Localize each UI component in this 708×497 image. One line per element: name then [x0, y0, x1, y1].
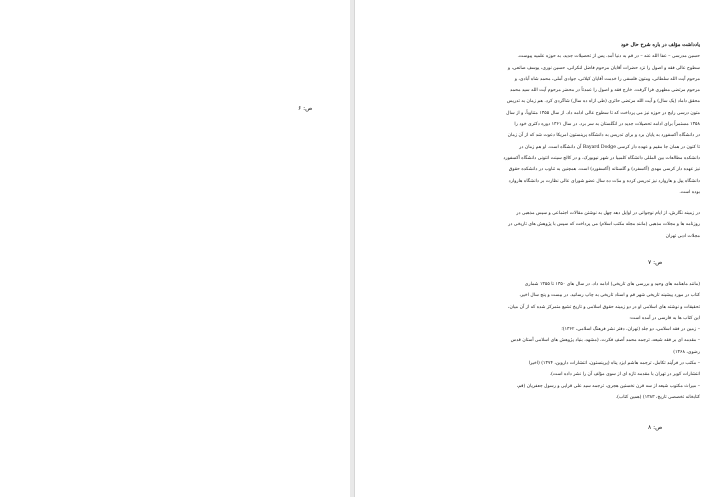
text-line: مرحوم مرتضی مطهری فرا گرفت. خارج فقه و اصول را عمدتاً در محضر مرحوم آیت الله سید محمد [510, 88, 700, 94]
text-line: روزنامه ها و مجلات مذهبی (مانند مجله مکتب اسلام) می پرداخت که سپس با پژوهش های تاریخی در [508, 222, 700, 228]
text-line: تحقیقات و نوشته های اسلامی او در دو زمینه حقوق اسلامی و تاریخ تشیع متمرکز شده که از آن میان، [508, 304, 700, 310]
text-line: – مکتب در فرآیند تکامل، ترجمه هاشم ایزد پناه (پرینستون، انتشارات داروین، ۱۳۷۴) (اخیرا [528, 361, 700, 367]
section-heading: یادداشت مؤلف در باره شرح حال خود [620, 42, 700, 48]
text-line: – میراث مکتوب شیعه از سه قرن نخستین هجری، ترجمه سید علی قرایی و رسول جعفریان (قم، [516, 383, 700, 389]
text-line: متون درسی رایج در حوزه نیز می پرداخت که تا سطوح عالی ادامه داد. از سال ۱۳۵۵ متناوباً، و از سال [506, 110, 700, 116]
text-line: رضوی، ۱۳۶۸) [673, 349, 700, 355]
left-page [0, 0, 351, 497]
text-line: نیز عهده دار کرسی مهدی (آکسفرد) و گلستانه (آکسفورد) است. همچنین به تناوب در دانشکده حقوق [508, 167, 700, 173]
text-line: این کتاب ها به فارسی در آمده است: [629, 315, 700, 321]
text-line: دانشگاه ییل و هاروارد نیز تدریس کرده و مدّت ده سال عضو شورای عالی نظارت بر دانشگاه هاروارد [508, 178, 700, 184]
text-line: کتاب در مورد پیشینه تاریخی شهر قم و اسناد تاریخی به چاپ رسانید. در بیست و پنج سال اخیر، [519, 293, 700, 299]
text-line: بوده است. [679, 189, 700, 195]
text-line: مرحوم آیت الله سلطانی، ومتون فلسفی را خدمت آقایان کیلانی، جوادی آملی، محمد شاه آبادی، و [514, 76, 700, 82]
text-line: – زمین در فقه اسلامی، دو جلد (تهران، دفتر نشر فرهنگ اسلامی، ۱۳۶۲)؛ [561, 327, 700, 333]
text-line: مجلات ادبی تهران [665, 233, 700, 239]
text-line: دانشکده مطالعات بین المللی دانشگاه کلمبیا در شهر نیویورک، و در کالج سینت انتونی دانشگاه آکسفورد [503, 155, 700, 161]
text-line: تا کنون در همان جا مقیم و عهده دار کرسی Bayard Dodge آن دانشگاه است. او هم زمان در [519, 144, 700, 150]
text-line: (مانند ماهنامه های وحید و بررسی های تاریخی) ادامه داد. در سال های ۱۳۵۰ تا ۱۳۵۵ شماری [524, 282, 700, 287]
text-line: ۱۳۵۸ مستمراً برای ادامه تحصیلات جدید در انگلستان به سر برد. در سال ۱۳۶۱ دوره دکتری خود را [514, 122, 700, 128]
text-line: در دانشگاه آکسفورد به پایان برد و برای تدریس به دانشگاه پرینستون امریکا دعوت شد که از آن زمان [507, 133, 700, 139]
text-line: – مقدمه ای بر فقه شیعه، ترجمه محمد آصف فکرت، (مشهد، بنیاد پژوهش های اسلامی آستان قدس [510, 338, 700, 344]
text-line: محقق داماد (یک سال) و آیت الله مرتضی حائری (طی ازاه ده سال) شاگردی کرد. هم زمان به تدریس [506, 99, 700, 105]
page-number-8: ص: ۸ [648, 424, 663, 431]
text-line: سطوح عالی فقه و اصول را نزد حضرات آقایان مرحوم فاضل لنکرانی، حسین نوری، یوسف صانعی، و [507, 65, 700, 71]
writing-paragraph [400, 208, 700, 242]
text-line: حسین مدرسی – عفا الله عنه – در قم به دنیا آمد. پس از تحصیلات جدید، به حوزه علمیه پیوست. [517, 54, 700, 60]
author-note-paragraph [400, 40, 700, 198]
works-paragraph [400, 279, 700, 403]
page-number-6: ص: ۶ [298, 105, 313, 112]
text-line: کتابخانه تخصصی تاریخ، ۱۳۸۳) (همین کتاب). [615, 394, 700, 400]
text-line: انتشارات کویر در تهران با مقدمه تازه ای از سوی مؤلف آن را نشر داده است). [549, 372, 700, 378]
page-number-7: ص: ۷ [648, 259, 663, 266]
text-line: در زمینه نگارش، از ایام نوجوانی در اوایل دهه چهل به نوشتن مقالات اجتماعی و سیس مذهبی در [516, 211, 700, 216]
